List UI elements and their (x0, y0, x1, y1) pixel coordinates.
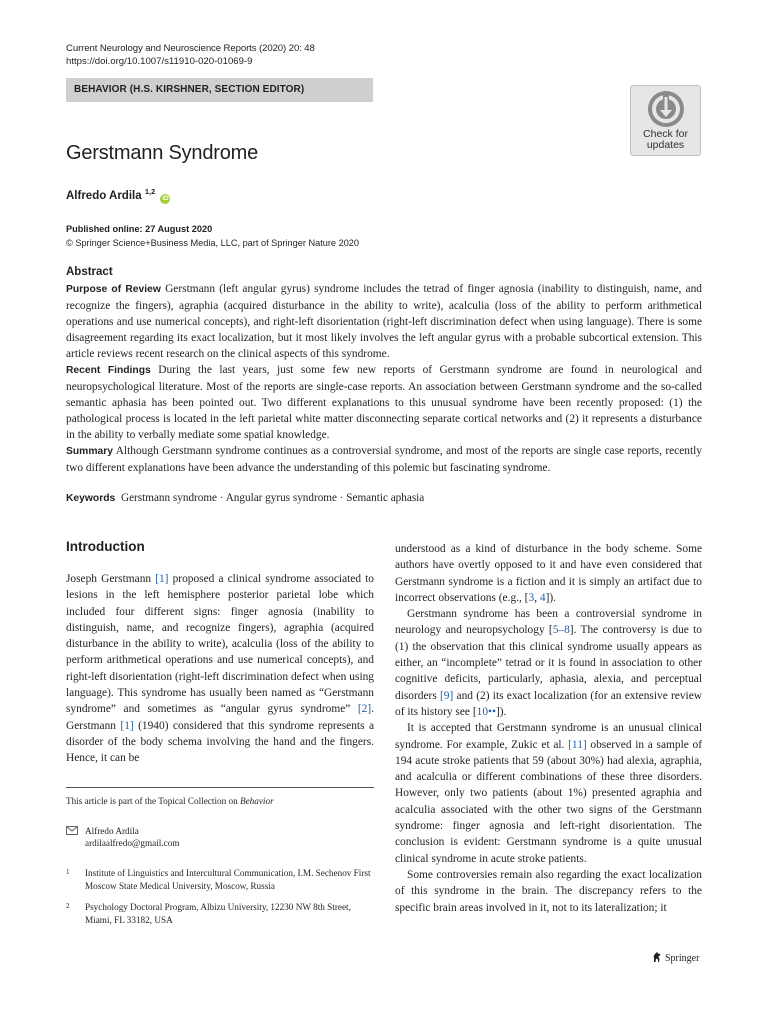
citation-link[interactable]: [1] (155, 573, 169, 585)
findings-text: During the last years, just some few new reports of Gerstmann syndrome are found in neurological and neuropsychological literature. Most of the reports are single-case reports. An association between Gerstmann syndrome and the so-called semantic aphasia has been pointed out. Two different explanations to this unusual syndrome have been recently proposed: (1) the pathological process is located in the left parietal white matter disconnecting separate cortical networks and (2) it represents a disturbance in the ability to verbally mediate some spatial knowledge. (66, 364, 702, 441)
text-run: ]. The controversy is due to (1) the observation that this clinical syndrome usually appears as either, an “incomplete” tetrad or it is found in association to other cognitive deficits, particularly, aphasia, alexia, and perceptual disorders (395, 624, 702, 702)
left-column (66, 571, 374, 767)
text-run: . Gerstmann (66, 703, 374, 732)
citation-link[interactable]: [1] (120, 719, 134, 732)
intro-paragraph (395, 606, 702, 720)
affiliation-number: 2 (66, 902, 70, 910)
check-for-updates-badge[interactable] (630, 85, 701, 156)
publisher-logo (651, 951, 699, 966)
citation-link[interactable]: 4 (539, 591, 546, 604)
publisher-name: Springer (665, 953, 700, 964)
abstract-findings (66, 362, 702, 443)
section-label: BEHAVIOR (H.S. KIRSHNER, SECTION EDITOR) (74, 84, 305, 95)
contact-email[interactable]: ardilaalfredo@gmail.com (85, 838, 180, 848)
affiliation-text: Institute of Linguistics and Intercultural Communication, I.M. Sechenov First Moscow State Medical University, Moscow, Russia (85, 868, 371, 891)
footnote-divider (66, 787, 374, 788)
citation-link[interactable]: 3 (528, 591, 535, 604)
text-run: This article is part of the Topical Collection on (66, 796, 240, 806)
keywords-label: Keywords (66, 493, 116, 504)
abstract-body (66, 281, 702, 476)
intro-paragraph (395, 541, 702, 606)
text-run: proposed a clinical syndrome associated to lesions in the left hemisphere posterior parietal lobe which included four different signs: finger agnosia (inability to distinguish, name, and recognize fingers), agraphia (acquired disturbance in the ability to write), acalculia (loss of the ability to perform arithmetical operations and use numerical concepts), and right-left disorientation (right-left discrimination defect when using language). This syndrome has usually been named as “Gerstmann syndrome” and sometimes as “angular gyrus syndrome” (66, 573, 374, 716)
text-run: and (2) its exact localization (for an extensive review of its history see [ (395, 689, 702, 718)
introduction-heading: Introduction (66, 539, 145, 554)
doi-link[interactable]: https://doi.org/10.1007/s11910-020-01069-9 (66, 56, 253, 67)
check-for-updates-icon (646, 89, 686, 129)
springer-horse-icon (651, 951, 663, 963)
text-run: (1940) considered that this syndrome represents a disorder of the body schema involving the hand and the fingers. Hence, it can be (66, 719, 374, 765)
purpose-label: Purpose of Review (66, 284, 161, 295)
citation-link[interactable]: 10•• (476, 705, 496, 718)
abstract-heading: Abstract (66, 266, 113, 278)
envelope-icon (66, 826, 78, 835)
check-updates-line2: updates (646, 138, 685, 151)
citation-link[interactable]: [11] (568, 738, 587, 751)
citation-link[interactable]: [9] (440, 689, 454, 702)
corresponding-author (66, 825, 374, 849)
author-affiliation-marks: 1,2 (144, 187, 156, 196)
keywords (66, 491, 702, 506)
abstract-purpose (66, 281, 702, 362)
author-name[interactable]: Alfredo Ardila (66, 190, 142, 202)
citation-link[interactable]: [2] (357, 703, 372, 716)
author-line (66, 184, 170, 204)
abstract-summary (66, 443, 702, 476)
text-run: observed in a sample of 194 acute stroke patients that 59 (about 30%) had alexia, agraphia, and acalculia or different combinations of these three disorders. However, only two patients (about 1%) presented agraphia and acalculia associated with the other two signs of the Gerstmann syndrome: finger agnosia and left-right disorientation. The conclusion is evident: Gerstmann syndrome is a quite unusual clinical syndrome in acute stroke patients. (395, 738, 703, 865)
keywords-text: Gerstmann syndrome · Angular gyrus syndrome · Semantic aphasia (121, 492, 425, 504)
contact-name: Alfredo Ardila (85, 826, 139, 836)
journal-citation: Current Neurology and Neuroscience Reports (2020) 20: 48 (66, 43, 315, 54)
text-run: It is accepted that Gerstmann syndrome is an unusual clinical syndrome. For example, Zukic et al. (395, 722, 702, 751)
affiliation-1 (66, 867, 374, 892)
summary-text: Although Gerstmann syndrome continues as a controversial syndrome, and most of the reports are single case reports, recently two different explanations have been advance the understanding of this polemic but fascinating syndrome. (66, 445, 702, 474)
article-title: Gerstmann Syndrome (66, 142, 259, 164)
check-updates-line1: Check for (643, 128, 688, 140)
topical-collection-note (66, 795, 274, 807)
section-banner (66, 78, 373, 102)
affiliation-text: Psychology Doctoral Program, Albizu University, 12230 NW 8th Street, Miami, FL 33182, USA (85, 902, 351, 925)
citation-link[interactable]: 5–8 (552, 624, 570, 637)
right-column (395, 541, 702, 916)
summary-label: Summary (66, 446, 113, 457)
intro-paragraph (66, 571, 374, 767)
purpose-text: Gerstmann (left angular gyrus) syndrome includes the tetrad of finger agnosia (inability to distinguish, name, and recognize the fingers), agraphia (acquired disturbance in the ability to write), acalculia (loss of the ability to perform arithmetical operations and use numerical concepts), and right-left disorientation (right-left discrimination defect when using language). There is some disagreement regarding its exact localization, but it most likely involves the left angular gyrus with a probable subcortical extension. This article reviews recent research on the clinical aspects of this syndrome. (66, 283, 703, 360)
intro-paragraph (395, 720, 702, 867)
text-run: ]). (496, 705, 507, 718)
text-run: understood as a kind of disturbance in the body scheme. Some authors have overtly opposed to it and have even considered that Gerstmann syndrome is a fiction and it is simply an artifact due to incorrect observations (e.g., [ (395, 543, 702, 604)
copyright-notice: © Springer Science+Business Media, LLC, part of Springer Nature 2020 (66, 238, 360, 248)
text-run: Joseph Gerstmann (66, 573, 156, 585)
affiliation-number: 1 (66, 868, 70, 876)
text-run: Gerstmann syndrome has been a controversial syndrome in neurology and neuropsychology [ (395, 608, 702, 637)
intro-paragraph: Some controversies remain also regarding the exact localization of this syndrome in the brain. The discrepancy refers to the specific brain areas involved in it, not to its lateralization; it (395, 868, 702, 914)
text-run: , (534, 591, 540, 604)
affiliation-2 (66, 901, 374, 926)
published-date: Published online: 27 August 2020 (66, 224, 213, 234)
topical-collection-name: Behavior (239, 796, 274, 806)
orcid-icon[interactable]: iD (162, 195, 169, 202)
text-run: ]). (545, 591, 557, 604)
findings-label: Recent Findings (66, 365, 151, 376)
